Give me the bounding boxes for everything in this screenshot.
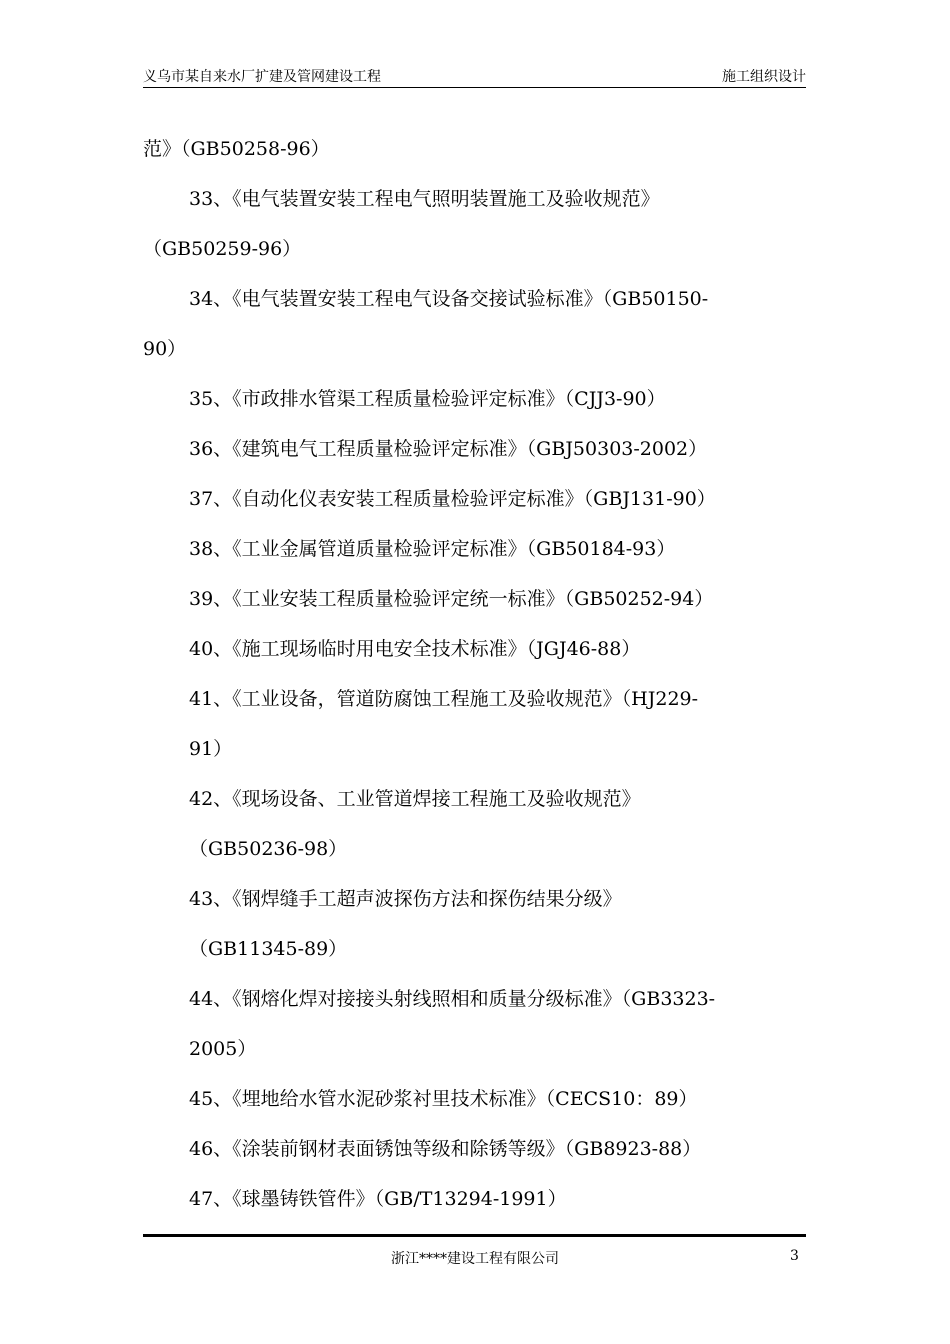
- list-item-47: 47、《球墨铸铁管件》（GB/T13294-1991）: [189, 1188, 567, 1210]
- list-item-36: 36、《建筑电气工程质量检验评定标准》（GBJ50303-2002）: [189, 438, 708, 460]
- list-item-40: 40、《施工现场临时用电安全技术标准》（JGJ46-88）: [189, 638, 641, 660]
- list-item-44: 44、《钢熔化焊对接接头射线照相和质量分级标准》（GB3323-: [189, 988, 716, 1010]
- header-document-type: 施工组织设计: [722, 69, 806, 85]
- list-line: 2005）: [189, 1038, 257, 1060]
- list-item-35: 35、《市政排水管渠工程质量检验评定标准》（CJJ3-90）: [189, 388, 666, 410]
- list-line: 90）: [143, 338, 187, 360]
- list-item-33: 33、《电气装置安装工程电气照明装置施工及验收规范》: [189, 188, 660, 210]
- list-line: （GB50236-98）: [189, 838, 348, 860]
- header-divider: [143, 87, 806, 88]
- list-line: 范》（GB50258-96）: [143, 138, 330, 160]
- list-item-38: 38、《工业金属管道质量检验评定标准》（GB50184-93）: [189, 538, 676, 560]
- list-item-42: 42、《现场设备、工业管道焊接工程施工及验收规范》: [189, 788, 641, 810]
- list-line: 91）: [189, 738, 233, 760]
- list-item-41: 41、《工业设备，管道防腐蚀工程施工及验收规范》（HJ229-: [189, 688, 699, 710]
- page-header: [143, 64, 806, 88]
- footer-divider: [143, 1234, 806, 1237]
- list-line: （GB50259-96）: [143, 238, 302, 260]
- header-project-title: 义乌市某自来水厂扩建及管网建设工程: [143, 69, 381, 85]
- list-item-34: 34、《电气装置安装工程电气设备交接试验标准》（GB50150-: [189, 288, 709, 310]
- page-number: 3: [790, 1248, 799, 1264]
- list-line: （GB11345-89）: [189, 938, 348, 960]
- list-item-43: 43、《钢焊缝手工超声波探伤方法和探伤结果分级》: [189, 888, 622, 910]
- footer-company-name: 浙江****建设工程有限公司: [391, 1251, 559, 1267]
- list-item-46: 46、《涂装前钢材表面锈蚀等级和除锈等级》（GB8923-88）: [189, 1138, 702, 1160]
- list-item-39: 39、《工业安装工程质量检验评定统一标准》（GB50252-94）: [189, 588, 714, 610]
- list-item-45: 45、《埋地给水管水泥砂浆衬里技术标准》（CECS10：89）: [189, 1088, 698, 1110]
- list-item-37: 37、《自动化仪表安装工程质量检验评定标准》（GBJ131-90）: [189, 488, 716, 510]
